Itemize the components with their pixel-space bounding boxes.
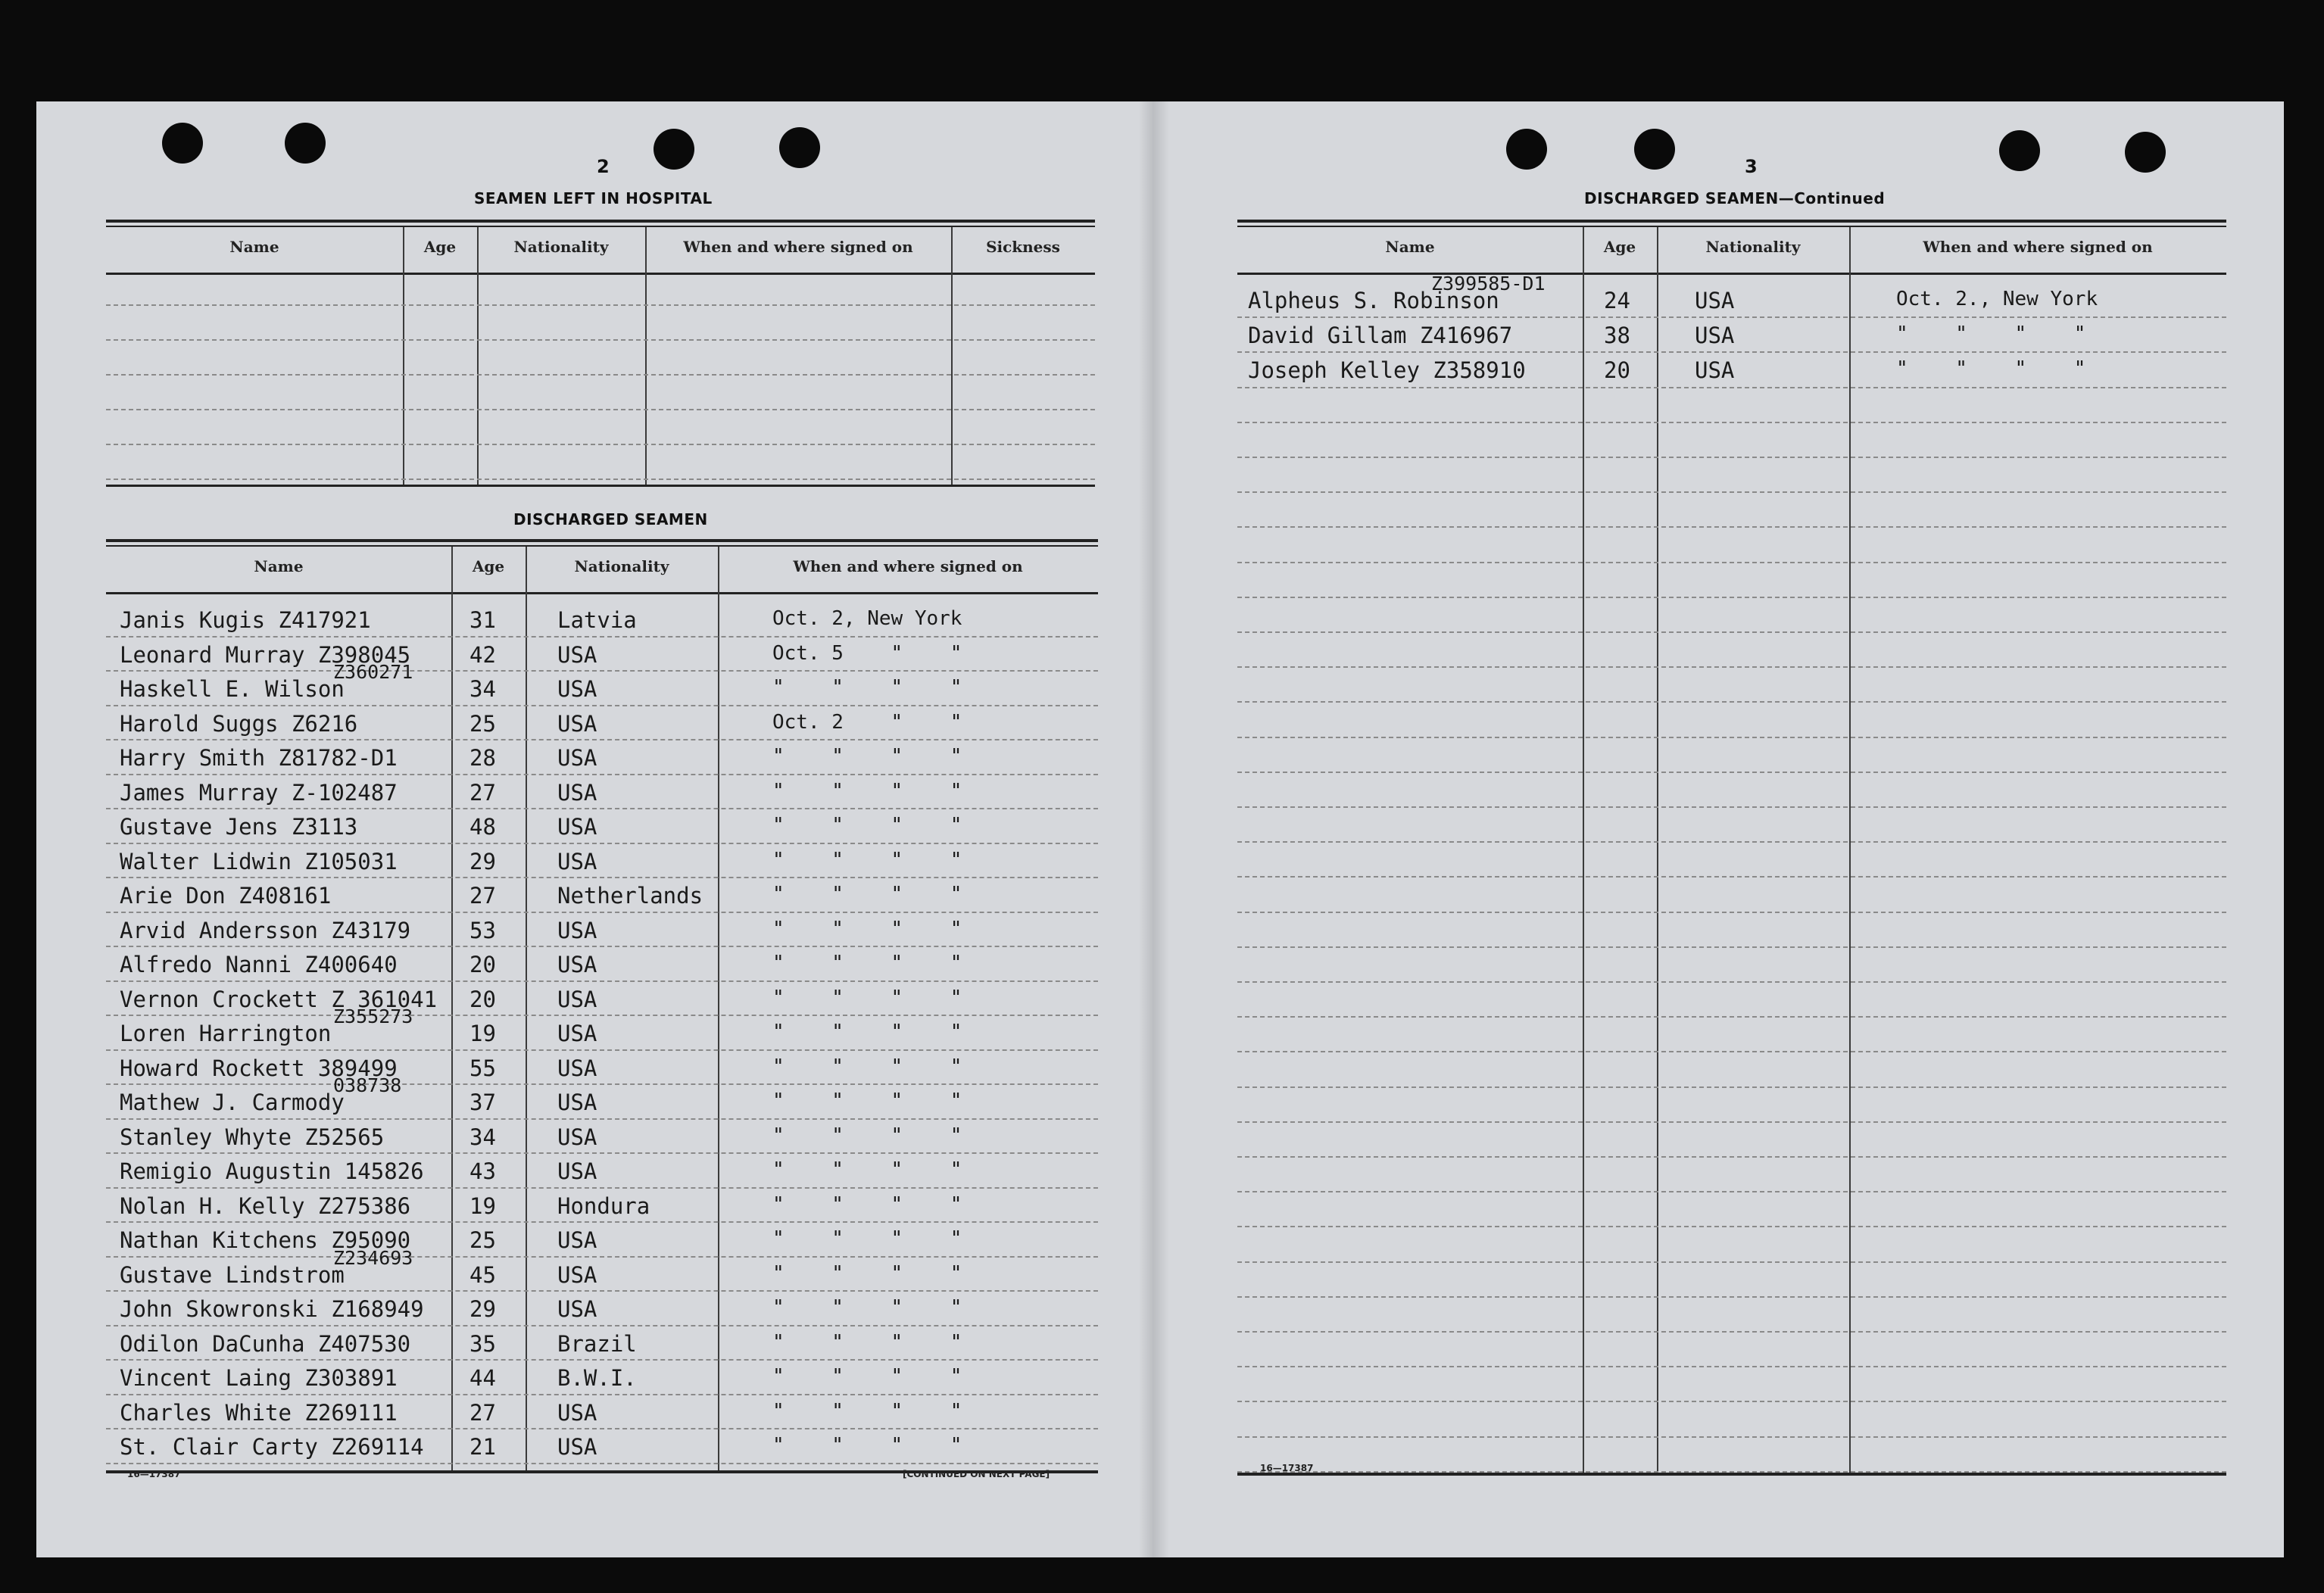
table-row: [1237, 526, 2226, 528]
seaman-name: Arvid Andersson Z43179: [120, 917, 411, 943]
table-row: [106, 1256, 1098, 1258]
seaman-nationality: B.W.I.: [557, 1365, 637, 1391]
column-header: When and where signed on: [1923, 238, 2153, 256]
column-divider: [451, 547, 453, 1470]
seaman-age: 28: [469, 745, 496, 771]
seaman-name: David Gillam Z416967: [1248, 323, 1513, 349]
form-number: 16—17387: [127, 1469, 181, 1479]
signed-on: " " " ": [772, 1365, 962, 1388]
table-row: [1237, 1471, 2226, 1473]
seaman-age: 29: [469, 1296, 496, 1322]
seaman-nationality: USA: [557, 1434, 597, 1460]
seaman-age: 29: [469, 848, 496, 874]
table-row: [106, 1359, 1098, 1361]
column-divider: [526, 547, 527, 1470]
table-row: [1237, 1331, 2226, 1333]
form-number: 16—17387: [1260, 1463, 1314, 1473]
table-top-rule: [1237, 226, 2226, 227]
seaman-nationality: USA: [1695, 323, 1735, 349]
seaman-age: 19: [469, 1192, 496, 1219]
seaman-name: Gustave Lindstrom: [120, 1261, 345, 1288]
table-row: [1237, 876, 2226, 878]
table-row: [106, 670, 1098, 672]
discharged-continued-title: DISCHARGED SEAMEN—Continued: [1584, 189, 1886, 207]
table-row: [1237, 1051, 2226, 1052]
signed-on: " " " ": [772, 1192, 962, 1216]
signed-on: " " " ": [772, 1399, 962, 1423]
seaman-name: Alpheus S. Robinson: [1248, 288, 1499, 313]
seaman-name: Stanley Whyte Z52565: [120, 1124, 385, 1150]
signed-on: " " " ": [772, 848, 962, 871]
table-row: [1237, 1121, 2226, 1123]
seaman-nationality: Latvia: [557, 607, 637, 633]
continued-note: [CONTINUED ON NEXT PAGE]: [903, 1469, 1050, 1479]
seaman-age: 37: [469, 1090, 496, 1115]
table-row: [1237, 562, 2226, 563]
table-row: [106, 1221, 1098, 1223]
table-row: [1237, 351, 2226, 353]
table-row: [106, 1290, 1098, 1292]
column-divider: [1657, 227, 1658, 1473]
seaman-nationality: Brazil: [557, 1330, 637, 1357]
table-row: [1237, 316, 2226, 318]
seaman-name: Joseph Kelley Z358910: [1248, 357, 1526, 384]
table-row: [106, 1463, 1098, 1464]
column-divider: [477, 227, 479, 485]
seaman-age: 42: [469, 641, 496, 668]
table-row: [1237, 457, 2226, 458]
seaman-id: Z355273: [333, 1005, 413, 1027]
seaman-age: 21: [469, 1434, 496, 1460]
seaman-nationality: USA: [557, 779, 597, 806]
table-row: [1237, 1296, 2226, 1298]
seaman-age: 27: [469, 883, 496, 909]
signed-on: " " " ": [772, 952, 962, 974]
table-row: [106, 1083, 1098, 1085]
table-row: [1237, 701, 2226, 703]
seaman-nationality: USA: [557, 1399, 597, 1426]
column-divider: [1583, 227, 1584, 1473]
seaman-nationality: USA: [557, 745, 597, 771]
signed-on: " " " ": [772, 814, 962, 837]
seaman-nationality: USA: [557, 986, 597, 1012]
column-divider: [1849, 227, 1851, 1473]
signed-on: Oct. 2 " ": [772, 710, 962, 734]
seaman-nationality: USA: [557, 1055, 597, 1081]
column-header: When and where signed on: [683, 238, 913, 256]
signed-on: " " " ": [772, 1055, 962, 1078]
table-bottom-rule: [106, 485, 1095, 487]
seaman-age: 34: [469, 676, 496, 702]
seaman-nationality: USA: [557, 710, 597, 737]
table-row: [106, 946, 1098, 947]
punch-hole: [1506, 129, 1547, 170]
seaman-name: Gustave Jens Z3113: [120, 814, 358, 840]
table-row: [106, 1394, 1098, 1395]
seaman-nationality: USA: [557, 814, 597, 840]
punch-hole: [2125, 132, 2166, 173]
signed-on: " " " ": [772, 986, 962, 1009]
punch-hole: [779, 127, 820, 168]
signed-on: " " " ": [772, 745, 962, 768]
seaman-age: 44: [469, 1365, 496, 1391]
table-row: [106, 705, 1098, 706]
header-rule: [106, 592, 1098, 594]
seaman-age: 20: [1604, 357, 1630, 384]
seaman-age: 25: [469, 1227, 496, 1253]
seaman-age: 45: [469, 1261, 496, 1288]
seaman-name: Mathew J. Carmody: [120, 1090, 345, 1115]
signed-on: " " " ": [1896, 357, 2086, 381]
seaman-id: Z360271: [333, 661, 413, 683]
seaman-name: Vernon Crockett Z 361041: [120, 986, 438, 1012]
signed-on: " " " ": [1896, 323, 2086, 346]
table-row: [106, 877, 1098, 878]
table-top-rule: [106, 539, 1098, 542]
table-row: [1237, 806, 2226, 808]
table-top-rule: [1237, 220, 2226, 223]
table-row: [1237, 387, 2226, 388]
table-row: [106, 409, 1095, 410]
seaman-age: 27: [469, 779, 496, 806]
column-header: Sickness: [986, 238, 1060, 256]
signed-on: Oct. 2, New York: [772, 607, 962, 630]
seaman-nationality: USA: [557, 1090, 597, 1115]
table-top-rule: [106, 545, 1098, 547]
header-rule: [1237, 273, 2226, 275]
seaman-name: John Skowronski Z168949: [120, 1296, 424, 1322]
seaman-name: Harold Suggs Z6216: [120, 710, 358, 737]
seaman-nationality: USA: [1695, 288, 1735, 313]
column-header: Nationality: [513, 238, 609, 256]
page-number: 3: [1745, 156, 1758, 177]
seaman-id: 038738: [333, 1074, 402, 1096]
seaman-nationality: Hondura: [557, 1192, 650, 1219]
page-number: 2: [597, 156, 610, 177]
seaman-name: Howard Rockett 389499: [120, 1055, 398, 1081]
seaman-age: 43: [469, 1158, 496, 1184]
column-header: Age: [423, 238, 457, 256]
table-row: [1237, 946, 2226, 948]
table-row: [1237, 737, 2226, 738]
seaman-nationality: USA: [557, 676, 597, 702]
table-row: [106, 1428, 1098, 1429]
seaman-age: 31: [469, 607, 496, 633]
column-divider: [645, 227, 647, 485]
table-row: [106, 1049, 1098, 1051]
signed-on: " " " ": [772, 1296, 962, 1319]
seaman-name: Arie Don Z408161: [120, 883, 332, 909]
seaman-nationality: USA: [557, 1021, 597, 1046]
seaman-age: 35: [469, 1330, 496, 1357]
table-row: [1237, 597, 2226, 598]
table-row: [1237, 1261, 2226, 1263]
signed-on: " " " ": [772, 1330, 962, 1354]
table-bottom-rule: [1237, 1473, 2226, 1476]
seaman-age: 53: [469, 917, 496, 943]
table-row: [106, 636, 1098, 638]
seaman-age: 19: [469, 1021, 496, 1046]
seaman-age: 27: [469, 1399, 496, 1426]
table-row: [106, 1015, 1098, 1016]
punch-hole: [162, 123, 203, 164]
seaman-age: 34: [469, 1124, 496, 1150]
discharged-continued-table: [1237, 220, 2226, 1457]
column-header: Name: [254, 557, 304, 575]
table-row: [106, 774, 1098, 775]
punch-hole: [285, 123, 326, 164]
seaman-name: Remigio Augustin 145826: [120, 1158, 424, 1184]
seaman-name: Vincent Laing Z303891: [120, 1365, 398, 1391]
table-row: [106, 1152, 1098, 1154]
column-divider: [718, 547, 719, 1470]
signed-on: " " " ": [772, 1261, 962, 1285]
column-header: Nationality: [1705, 238, 1801, 256]
signed-on: " " " ": [772, 1124, 962, 1147]
table-row: [106, 912, 1098, 913]
table-top-rule: [106, 220, 1095, 223]
table-row: [106, 444, 1095, 445]
signed-on: " " " ": [772, 1227, 962, 1250]
seaman-nationality: USA: [557, 952, 597, 977]
seaman-age: 48: [469, 814, 496, 840]
signed-on: " " " ": [772, 917, 962, 940]
table-row: [1237, 1086, 2226, 1088]
hospital-section-title: SEAMEN LEFT IN HOSPITAL: [474, 189, 713, 207]
seaman-nationality: USA: [557, 1261, 597, 1288]
seaman-name: St. Clair Carty Z269114: [120, 1434, 424, 1460]
seaman-age: 25: [469, 710, 496, 737]
table-row: [1237, 631, 2226, 633]
table-row: [106, 1118, 1098, 1120]
table-row: [106, 739, 1098, 740]
table-row: [106, 843, 1098, 844]
seaman-name: Alfredo Nanni Z400640: [120, 952, 398, 977]
table-row: [106, 980, 1098, 982]
table-row: [1237, 1401, 2226, 1402]
column-divider: [951, 227, 953, 485]
seaman-nationality: Netherlands: [557, 883, 703, 909]
column-header: When and where signed on: [793, 557, 1023, 575]
seaman-name: Nolan H. Kelly Z275386: [120, 1192, 411, 1219]
table-row: [106, 1187, 1098, 1189]
seaman-age: 55: [469, 1055, 496, 1081]
punch-hole: [654, 129, 694, 170]
table-top-rule: [106, 226, 1095, 227]
discharged-section-title: DISCHARGED SEAMEN: [513, 510, 708, 528]
seaman-age: 20: [469, 952, 496, 977]
signed-on: Oct. 2., New York: [1896, 288, 2098, 310]
seaman-nationality: USA: [557, 848, 597, 874]
table-row: [1237, 981, 2226, 983]
table-row: [1237, 841, 2226, 843]
table-row: [106, 1325, 1098, 1326]
column-header: Age: [472, 557, 505, 575]
seaman-name: Charles White Z269111: [120, 1399, 398, 1426]
table-row: [1237, 912, 2226, 913]
signed-on: Oct. 5 " ": [772, 641, 962, 665]
seaman-name: Loren Harrington: [120, 1021, 332, 1046]
column-header: Nationality: [574, 557, 669, 575]
table-row: [1237, 491, 2226, 493]
table-row: [106, 479, 1095, 480]
signed-on: " " " ": [772, 1434, 962, 1457]
seaman-name: Odilon DaCunha Z407530: [120, 1330, 411, 1357]
table-row: [1237, 1156, 2226, 1158]
table-row: [1237, 772, 2226, 773]
signed-on: " " " ": [772, 1021, 962, 1043]
signed-on: " " " ": [772, 1090, 962, 1112]
column-header: Age: [1603, 238, 1636, 256]
column-header: Name: [1385, 238, 1435, 256]
seaman-age: 24: [1604, 288, 1630, 313]
table-row: [1237, 1016, 2226, 1018]
punch-hole: [1999, 130, 2040, 171]
seaman-age: 20: [469, 986, 496, 1012]
column-header: Name: [229, 238, 279, 256]
table-row: [1237, 666, 2226, 668]
seaman-name: Janis Kugis Z417921: [120, 607, 371, 633]
seaman-nationality: USA: [557, 641, 597, 668]
table-row: [1237, 1191, 2226, 1192]
seaman-nationality: USA: [557, 917, 597, 943]
seaman-id: Z234693: [333, 1246, 413, 1269]
table-row: [1237, 1436, 2226, 1438]
seaman-name: Walter Lidwin Z105031: [120, 848, 398, 874]
page-fold: [1139, 101, 1169, 1557]
column-divider: [403, 227, 404, 485]
table-row: [106, 339, 1095, 341]
table-row: [106, 808, 1098, 809]
discharged-table: [106, 539, 1098, 1463]
seaman-name: Harry Smith Z81782-D1: [120, 745, 398, 771]
table-row: [106, 374, 1095, 376]
seaman-nationality: USA: [557, 1296, 597, 1322]
signed-on: " " " ": [772, 883, 962, 906]
seaman-id: Z399585-D1: [1431, 273, 1546, 295]
table-row: [1237, 422, 2226, 423]
signed-on: " " " ": [772, 779, 962, 803]
seaman-nationality: USA: [557, 1158, 597, 1184]
punch-hole: [1634, 129, 1675, 170]
seaman-nationality: USA: [557, 1124, 597, 1150]
table-row: [1237, 1366, 2226, 1367]
seaman-name: James Murray Z-102487: [120, 779, 398, 806]
signed-on: " " " ": [772, 1158, 962, 1181]
seaman-age: 38: [1604, 323, 1630, 349]
seaman-nationality: USA: [1695, 357, 1735, 384]
table-row: [106, 304, 1095, 306]
signed-on: " " " ": [772, 676, 962, 699]
table-row: [1237, 1226, 2226, 1227]
header-rule: [106, 273, 1095, 275]
seaman-name: Leonard Murray Z398045: [120, 641, 411, 668]
seaman-nationality: USA: [557, 1227, 597, 1253]
hospital-table: [106, 220, 1095, 489]
seaman-name: Nathan Kitchens Z95090: [120, 1227, 411, 1253]
seaman-name: Haskell E. Wilson: [120, 676, 345, 702]
